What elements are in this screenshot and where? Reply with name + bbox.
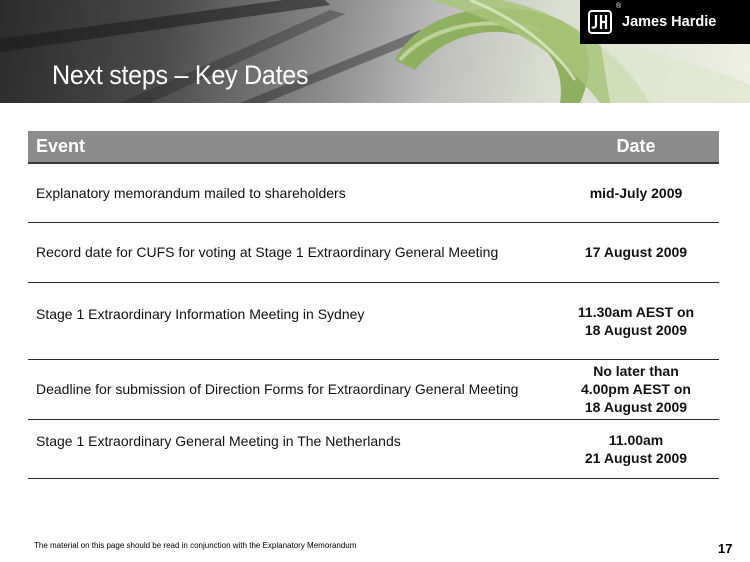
table-row (28, 282, 719, 359)
page-number: 17 (718, 541, 733, 556)
page-title: Next steps – Key Dates (52, 60, 309, 90)
james-hardie-logo (580, 0, 750, 44)
date-cell (553, 359, 719, 419)
event-cell: Record date for CUFS for voting at Stage 1 Extraordinary General Meeting (28, 222, 553, 282)
logo-text: James Hardie (622, 14, 717, 30)
event-cell: Explanatory memorandum mailed to shareholders (28, 163, 553, 222)
registered-mark: ® (616, 3, 622, 10)
date-line: 18 August 2009 (584, 321, 688, 338)
date-line: 11.00am (608, 431, 664, 448)
date-line: 18 August 2009 (584, 399, 688, 415)
event-cell: Stage 1 Extraordinary General Meeting in The Netherlands (28, 419, 553, 478)
date-line: mid-July 2009 (589, 184, 683, 201)
date-column-header: Date (553, 131, 719, 163)
date-line: No later than (593, 363, 679, 379)
header-banner (0, 0, 750, 103)
table-row (28, 163, 719, 222)
event-cell: Deadline for submission of Direction Forms for Extraordinary General Meeting (28, 359, 553, 419)
event-column-header: Event (28, 131, 553, 163)
table-row (28, 222, 719, 282)
date-line: 17 August 2009 (584, 244, 688, 260)
date-line: 4.00pm AEST on (581, 381, 691, 397)
date-line: 11.30am AEST on (577, 303, 695, 320)
footnote: The material on this page should be read in conjunction with the Explanatory Memorandum (34, 541, 357, 550)
date-cell (553, 222, 719, 282)
date-cell (553, 163, 719, 222)
key-dates-table (28, 131, 719, 479)
date-cell (553, 419, 719, 478)
date-cell (553, 282, 719, 359)
table-header-row (28, 131, 719, 163)
table-row (28, 359, 719, 419)
event-cell: Stage 1 Extraordinary Information Meeting in Sydney (28, 282, 553, 359)
table-row (28, 419, 719, 478)
date-line: 21 August 2009 (584, 449, 688, 466)
jh-logo-icon (588, 10, 612, 34)
